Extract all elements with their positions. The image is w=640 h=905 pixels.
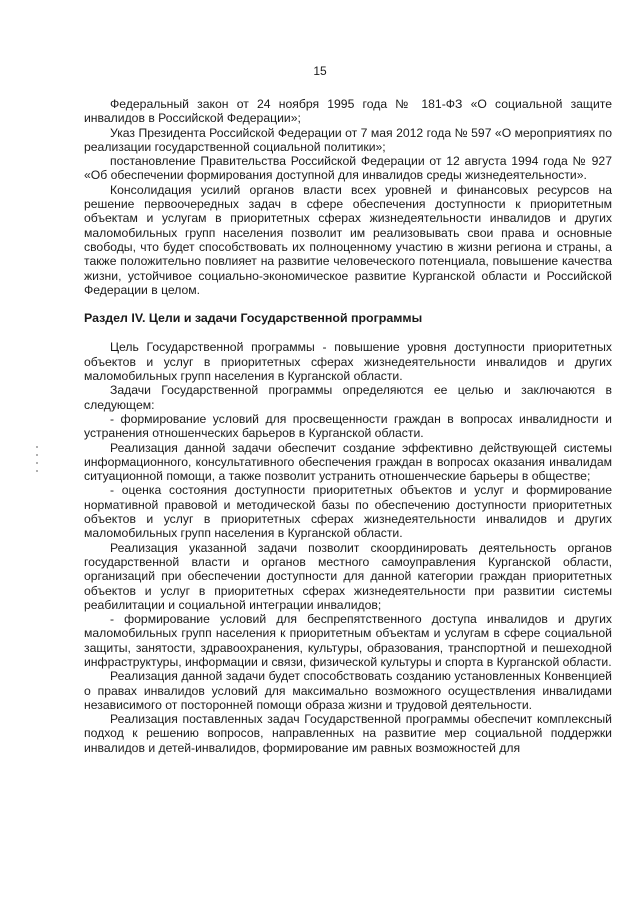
document-body bbox=[84, 97, 612, 755]
section-heading: Раздел IV. Цели и задачи Государственной программы bbox=[84, 311, 423, 326]
paragraph: Задачи Государственной программы определяются ее целью и заключаются в следующем: bbox=[84, 383, 612, 412]
paragraph: - оценка состояния доступности приоритетных объектов и услуг и формирование нормативной правовой и методической базы по обеспечению доступности приоритетных объектов и услуг в приоритетных сферах жизнедеятельности инвалидов и других маломобильных групп населения в Курганской области. bbox=[84, 483, 612, 541]
paragraph: - формирование условий для просвещенности граждан в вопросах инвалидности и устранения отношенческих барьеров в Курганской области. bbox=[84, 411, 612, 441]
paragraph: Консолидация усилий органов власти всех уровней и финансовых ресурсов на решение первоочередных задач в сфере обеспечения доступности к приоритетным объектам и услугам в приоритетных сферах жизнедеятельности инвалидов и других маломобильных групп населения позволит им реализовывать свои права и основные свободы, что будет способствовать их полноценному участию в жизни региона и страны, а также положительно повлияет на развитие человеческого потенциала, повышение качества жизни, устойчивое социально-экономическое развитие Курганской области и Российской Федерации в целом. bbox=[84, 182, 612, 297]
paragraph: Федеральный закон от 24 ноября 1995 года № 181-ФЗ «О социальной защите инвалидов в Российской Федерации»; bbox=[84, 97, 612, 126]
paragraph: Реализация данной задачи обеспечит создание эффективно действующей системы информационного, консультативного обеспечения граждан в вопросах оказания инвалидам ситуационной помощи, а также позволит устранить отношенческие барьеры в обществе; bbox=[84, 440, 612, 484]
paragraph: Указ Президента Российской Федерации от 7 мая 2012 года № 597 «О мероприятиях по реализации государственной социальной политики»; bbox=[84, 125, 612, 154]
paragraph: Реализация данной задачи будет способствовать созданию установленных Конвенцией о правах инвалидов условий для максимально возможного осуществления инвалидами независимого от посторонней помощи образа жизни и трудовой деятельности. bbox=[84, 669, 612, 712]
paragraph: - формирование условий для беспрепятственного доступа инвалидов и других маломобильных групп населения к приоритетным объектам и услугам в сфере социальной защиты, занятости, здравоохранения, культуры, образования, транспортной и пешеходной инфраструктуры, информации и связи, физической культуры и спорта в Курганской области. bbox=[84, 612, 612, 669]
paragraph: Цель Государственной программы - повышение уровня доступности приоритетных объектов и услуг в приоритетных сферах жизнедеятельности инвалидов и других маломобильных групп населения в Курганской области. bbox=[84, 340, 612, 384]
paragraph: Реализация указанной задачи позволит скоординировать деятельность органов государственной власти и органов местного самоуправления Курганской области, организаций при обеспечении доступности для данной категории граждан приоритетных объектов и услуг в приоритетных сферах жизнедеятельности при развитии системы реабилитации и социальной интеграции инвалидов; bbox=[84, 540, 612, 612]
paragraph: Реализация поставленных задач Государственной программы обеспечит комплексный подход к решению вопросов, направленных на развитие мер социальной поддержки инвалидов и детей-инвалидов, формирование им равных возможностей для bbox=[84, 712, 612, 755]
page-number: 15 bbox=[313, 64, 327, 78]
scan-margin-marks bbox=[36, 440, 42, 480]
paragraph: постановление Правительства Российской Федерации от 12 августа 1994 года № 927 «Об обеспечении формирования доступной для инвалидов среды жизнедеятельности». bbox=[84, 154, 612, 183]
